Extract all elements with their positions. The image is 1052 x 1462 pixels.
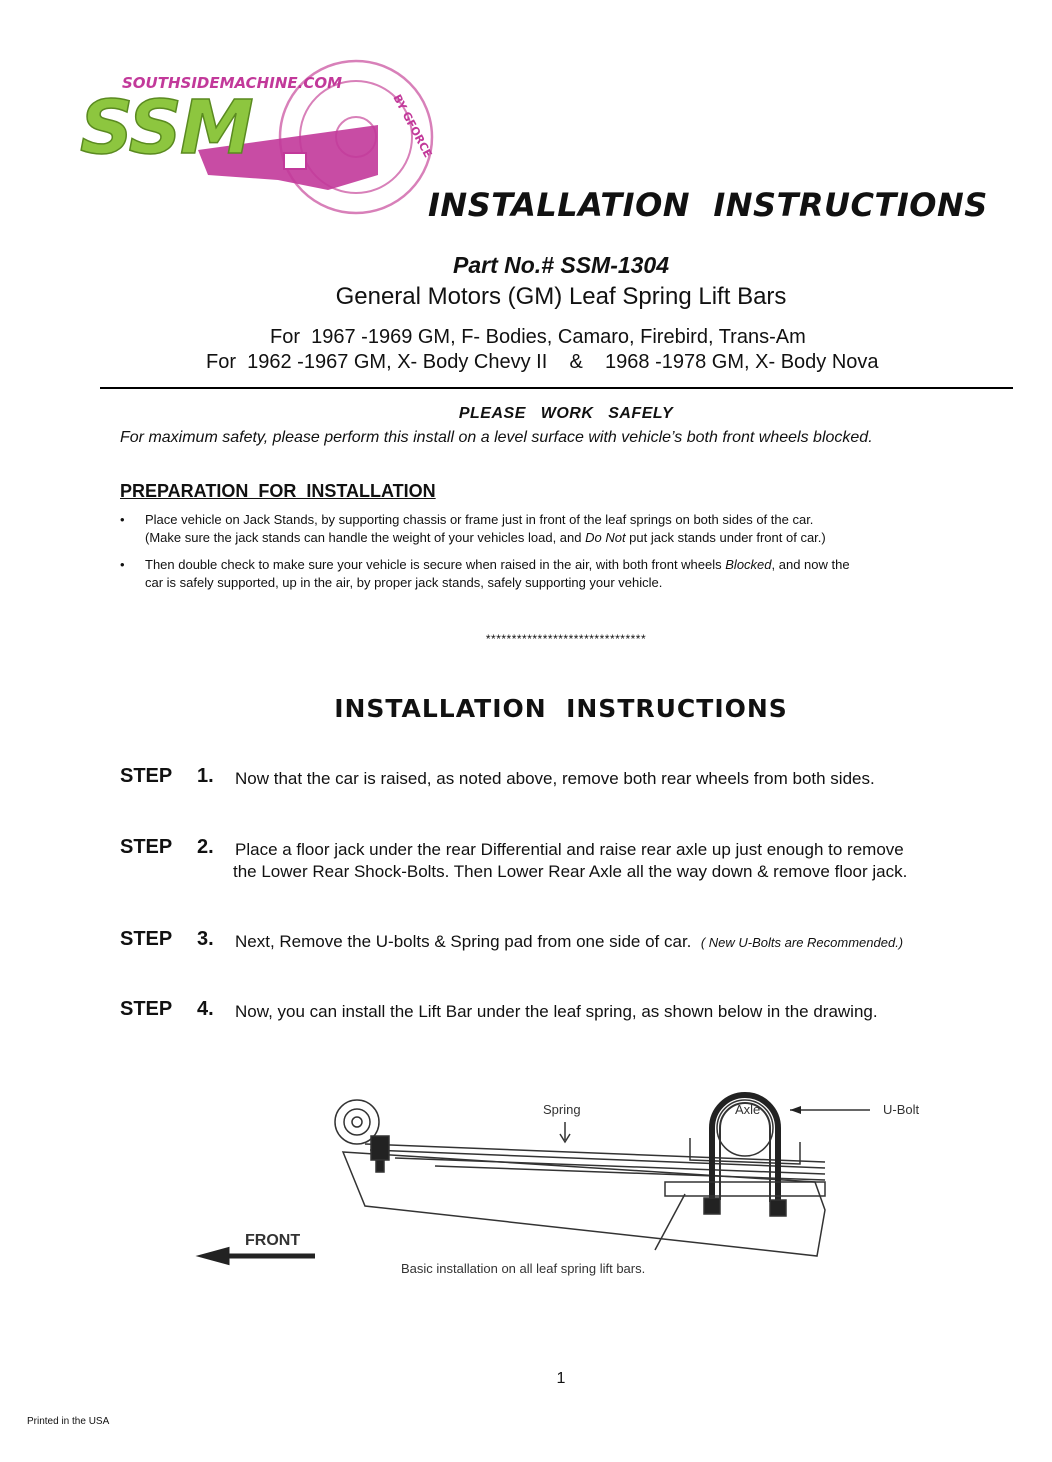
step-3-text: Next, Remove the U-bolts & Spring pad from one side of car. ( New U-Bolts are Recommended.) bbox=[235, 932, 904, 951]
lift-bar bbox=[343, 1152, 825, 1256]
u-bolt-nut-right bbox=[770, 1200, 786, 1216]
bullet-symbol: • bbox=[120, 512, 125, 527]
logo-brand: SSM bbox=[80, 85, 252, 171]
preparation-heading: PREPARATION FOR INSTALLATION bbox=[120, 481, 436, 501]
spring-label: Spring bbox=[543, 1102, 581, 1117]
printed-note: Printed in the USA bbox=[27, 1416, 110, 1427]
step-4-number: 4. bbox=[197, 998, 214, 1020]
leaf-4 bbox=[435, 1166, 825, 1180]
header-divider bbox=[100, 387, 1013, 389]
spring-eye-bolt bbox=[352, 1117, 362, 1127]
safety-heading: PLEASE WORK SAFELY bbox=[458, 405, 674, 422]
axle-label: Axle bbox=[735, 1102, 761, 1117]
fitment-line-2: For 1962 -1967 GM, X- Body Chevy II & 1968 -1978 GM, X- Body Nova bbox=[206, 351, 879, 373]
step-1-number: 1. bbox=[197, 765, 214, 787]
step-4-label: STEP bbox=[120, 998, 173, 1020]
bullet-2-line-1: Then double check to make sure your vehicle is secure when raised in the air, with both front wheels Blocked, and now the bbox=[145, 557, 850, 572]
part-number: Part No.# SSM-1304 bbox=[452, 252, 670, 278]
step-1-text: Now that the car is raised, as noted above, remove both rear wheels from both sides. bbox=[235, 769, 875, 788]
fitment-line-1: For 1967 -1969 GM, F- Bodies, Camaro, Firebird, Trans-Am bbox=[270, 326, 806, 348]
product-name: General Motors (GM) Leaf Spring Lift Bars bbox=[335, 283, 787, 310]
bullet-1-line-2: (Make sure the jack stands can handle the weight of your vehicles load, and Do Not put jack stands under front of car.) bbox=[145, 530, 826, 545]
logo-byline: BY GFORCE bbox=[390, 92, 435, 160]
u-bolt-arrow-head bbox=[790, 1106, 801, 1114]
logo-website: SOUTHSIDEMACHINE.COM bbox=[122, 74, 343, 92]
safety-text: For maximum safety, please perform this install on a level surface with vehicle’s both front wheels blocked. bbox=[120, 429, 873, 446]
page-number: 1 bbox=[556, 1370, 566, 1387]
step-3-label: STEP bbox=[120, 928, 173, 950]
bullet-symbol: • bbox=[120, 557, 125, 572]
instructions-heading: INSTALLATION INSTRUCTIONS bbox=[334, 694, 788, 723]
installation-diagram bbox=[185, 1070, 945, 1290]
step-4-text: Now, you can install the Lift Bar under the leaf spring, as shown below in the drawing. bbox=[235, 1002, 878, 1021]
front-arrow bbox=[205, 1250, 315, 1262]
spring-eye-middle bbox=[344, 1109, 370, 1135]
bullet-1-line-1: Place vehicle on Jack Stands, by supporting chassis or frame just in front of the leaf springs on both sides of the car. bbox=[145, 512, 814, 527]
clamp-bolt bbox=[376, 1160, 384, 1172]
logo-bracket bbox=[284, 153, 306, 169]
bullet-2-line-2: car is safely supported, up in the air, by proper jack stands, safely supporting your vehicle. bbox=[145, 575, 663, 590]
u-bolt-label: U-Bolt bbox=[883, 1102, 920, 1117]
step-1-label: STEP bbox=[120, 765, 173, 787]
step-2-text: Place a floor jack under the rear Differential and raise rear axle up just enough to remove the Lower Rear Shock-Bolts. Then Lower Rear Axle all the way down & remove floor jack. bbox=[233, 840, 908, 881]
spring-clamp bbox=[371, 1136, 389, 1160]
ssm-logo bbox=[78, 55, 438, 220]
document-title: INSTALLATION INSTRUCTIONS bbox=[428, 186, 988, 224]
u-bolt-inner bbox=[720, 1103, 770, 1202]
step-3-note: ( New U-Bolts are Recommended.) bbox=[700, 935, 904, 950]
step-2-label: STEP bbox=[120, 836, 173, 858]
front-label: FRONT bbox=[245, 1232, 301, 1249]
step-2-number: 2. bbox=[197, 836, 214, 858]
section-separator: ******************************* bbox=[485, 632, 647, 646]
diagram-caption: Basic installation on all leaf spring lift bars. bbox=[401, 1261, 646, 1276]
u-bolt-plate bbox=[665, 1182, 825, 1196]
step-3-number: 3. bbox=[197, 928, 214, 950]
u-bolt-nut-left bbox=[704, 1198, 720, 1214]
